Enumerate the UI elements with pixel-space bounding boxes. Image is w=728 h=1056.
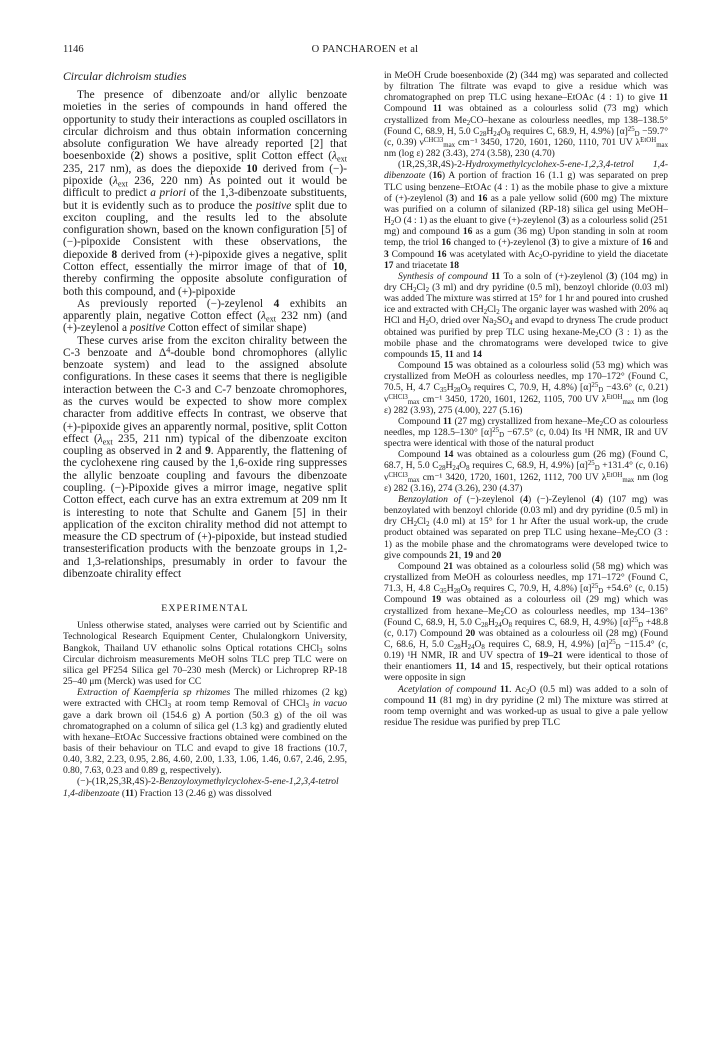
text-segment: H	[445, 460, 453, 472]
text-segment: 28	[453, 588, 461, 596]
text-segment: CHCl3	[388, 471, 408, 479]
text-segment: 8	[466, 465, 470, 473]
text-segment: EtOH	[606, 471, 623, 479]
text-segment: D	[598, 387, 604, 395]
text-segment: positive	[255, 199, 292, 212]
text-segment: ) (344 mg) was separated and collected by filtration The filtrate was evapd to give a residue which was chromatographed on prep TLC using hexane–EtOAc (4 : 1) to give	[384, 70, 668, 104]
text-segment: . Apparently, the flattening of the cyclohexene ring caused by the 1,6-oxide ring suppresses the allylic benzoate coupling and favours the dibenzoate coupling. (−)-Pipoxide gives a mirror image, negative split Cotton effect, each curve has an extra extremum at 209 nm It is interesting to note that Schulte and Ganem [5] in their application of the exciton chirality method did not attempt to measure the CD spectrum of (+)-pipoxide, but instead studied transesterification products with the benzoate groups in 1,2- and 1,3-relationships, presumably in order to favour the dibenzoate chirality effect	[63, 445, 347, 580]
text-segment: 8	[481, 643, 485, 651]
text-segment: D	[598, 588, 604, 596]
text-segment: 4	[166, 345, 171, 355]
text-segment: Synthesis of compound	[398, 270, 492, 282]
text-segment: requires C, 68.9, H, 4.9%) [α]	[512, 616, 632, 628]
text-segment: and	[473, 549, 492, 561]
text-segment: 25	[627, 125, 635, 133]
text-segment: (27 mg) crystallized from hexane–Me	[451, 415, 600, 427]
text-segment: cm⁻¹ 3420, 1720, 1601, 1262, 1112, 700 UV λ	[419, 471, 607, 483]
text-segment: , thereby confirming the opposite absolute configuration of both this compound, and (+)-pipoxide	[63, 260, 347, 298]
text-segment: 11	[500, 683, 510, 695]
experimental-paragraph	[384, 70, 668, 159]
text-segment: ) Fraction 13 (2.46 g) was dissolved	[134, 787, 272, 799]
text-segment: . Ac	[509, 683, 526, 695]
text-segment: O	[500, 125, 508, 137]
text-segment: 15	[430, 348, 440, 360]
text-segment: 2	[413, 521, 418, 529]
text-segment: 28	[453, 387, 461, 395]
text-segment: gave a dark brown oil (154.6 g) A portion (50.3 g) of the oil was chromatographed on a column of silica gel (1.3 kg) and gradiently eluted with hexane–EtOAc Successive fractions obtained were combined on the basis of their behaviour on TLC and evapd to give 18 fractions (10.7, 0.40, 3.82, 2.23, 0.95, 2.86, 4.60, 2.00, 1.33, 1.06, 1.46, 0.67, 2.46, 2.95, 0.80, 7.63, 0.23 and 0.89 g, respectively).	[63, 709, 347, 777]
text-segment: 4	[594, 493, 600, 505]
text-segment: SO	[496, 315, 510, 327]
text-segment: Compound	[398, 560, 444, 572]
text-segment: H	[487, 616, 495, 628]
text-segment: 236, 220 nm) As pointed out it would be difficult to predict	[63, 174, 347, 200]
body-paragraph	[63, 89, 347, 298]
text-segment: 20	[491, 549, 502, 561]
text-segment: -double bond chromophores (allylic benzoate system) and lead to the assigned absolute configurations. In these cases it seems that there is negligible interaction between the C-3 and C-7 benzoate chromophores, as the curves would be expected to show more complex character from additive effects In contrast, we observe that (+)-pipoxide gives an apparently normal, positive, split Cotton effect (	[63, 346, 347, 445]
text-segment: and	[181, 445, 206, 458]
text-segment: ) shows a positive, split Cotton effect (	[140, 150, 333, 163]
text-segment: H	[446, 583, 454, 595]
text-segment: O	[459, 460, 467, 472]
text-segment: (−)-(1R,2S,3R,4S)-2-	[77, 776, 160, 788]
text-segment: cm⁻¹ 3450, 1720, 1601, 1262, 1105, 700 UV λ	[419, 393, 607, 405]
text-segment: The milled rhizomes (2 kg) were extracted with CHCl	[63, 687, 347, 710]
experimental-paragraph	[384, 684, 668, 729]
text-segment: was obtained as a colourless gum (26 mg) (Found C, 68.7, H, 5.0 C	[384, 449, 668, 472]
text-segment: (	[119, 787, 126, 799]
text-segment: max	[656, 141, 668, 149]
text-segment: CO–hexane as colourless needles, mp 138–138.5° (Found C, 68.9, H, 5.0 C	[384, 114, 668, 137]
text-segment: 4	[273, 297, 280, 310]
text-segment: nm (log ε) 282 (3.43), 274 (3.58), 230 (4.70)	[384, 148, 555, 160]
text-segment: exhibits an apparently plain, negative Cotton effect (	[63, 297, 347, 323]
text-segment: ) A portion of fraction 16 (1.1 g) was separated on prep TLC using benzene–EtOAc (4 : 1) as the mobile phase to give a mixture of (+)-zeylenol (	[384, 170, 668, 204]
text-segment: ,	[458, 549, 464, 561]
text-segment: 16	[436, 248, 447, 260]
text-segment: 11	[442, 415, 452, 427]
text-segment: derived from (+)-pipoxide gives a negative, split Cotton effect, essentially the mirror image of that of	[63, 248, 347, 273]
cd-discussion	[63, 89, 347, 580]
text-segment: D	[638, 621, 644, 629]
text-segment: 8	[508, 621, 513, 629]
text-segment: O (4 : 1) as the eluant to give (+)-zeylenol (	[394, 215, 562, 227]
text-segment: 11	[444, 348, 454, 360]
text-segment: O	[474, 638, 482, 650]
text-segment: 10	[246, 162, 258, 175]
text-segment: 28	[438, 465, 446, 473]
text-segment: nm (log ε) 282 (3.16), 274 (3.26), 230 (4.37)	[384, 471, 668, 494]
experimental-paragraph	[63, 620, 347, 687]
text-segment: ext	[266, 314, 276, 324]
text-segment: was obtained as a colourless solid (58 mg) which was crystallized from MeOH as colourless needles, mp 171–172° (Found C, 71.3, H, 4.8 C	[384, 560, 668, 595]
text-segment: −59.7° (c, 0.39) ν	[384, 125, 668, 148]
text-segment: was obtained as a colourless solid (73 mg) which crystallized from Me	[384, 103, 668, 126]
text-segment: D	[499, 431, 505, 439]
text-segment: 21	[449, 549, 459, 561]
experimental-paragraph	[384, 416, 668, 449]
text-segment: 25	[591, 382, 599, 390]
text-segment: O-pyridine to yield the diacetate	[542, 248, 668, 260]
text-segment: ) (−)-Zeylenol (	[527, 493, 595, 505]
text-segment: 9	[467, 387, 471, 395]
text-segment: 2	[425, 286, 429, 294]
text-segment: 3	[319, 647, 323, 655]
text-segment: solns Circular dichroism measurements MeOH solns TLC prep TLC were on silica gel PF254 Silica gel 70–230 mesh (Merck) or Lichroprep RP-18 25–40 μm (Merck) was used for CC	[63, 642, 347, 688]
text-segment: 15	[443, 360, 454, 372]
text-segment: 35	[439, 387, 447, 395]
text-segment: requires C, 70.9, H, 4.8%) [α]	[470, 583, 592, 595]
text-segment: (4.0 ml) at 15° for 1 hr After the usual work-up, the crude product obtained was separated on prep TLC using hexane–Me	[384, 516, 668, 539]
text-segment: 2	[176, 445, 182, 458]
text-segment: (1R,2S,3R,4S)-2-	[398, 159, 466, 171]
text-segment: H	[460, 638, 468, 650]
text-segment: 2	[539, 253, 543, 261]
text-segment: 35	[439, 588, 447, 596]
text-segment: max	[622, 398, 635, 406]
text-segment: λ	[97, 432, 103, 445]
text-segment: 232 nm) (and (+)-zeylenol a	[63, 310, 347, 335]
left-column	[63, 70, 347, 1040]
text-segment: These curves arise from the exciton chirality between the C-3 benzoate and Δ	[63, 334, 347, 359]
text-segment: 3	[167, 703, 172, 711]
section-heading-circular-dichroism: Circular dichroism studies	[63, 70, 187, 83]
text-segment: split due to exciton coupling, and the results led to the absolute configuration shown, based on the known configuration [5] of (−)-pipoxide Consistent with these observations, the diepoxide	[63, 199, 347, 261]
text-segment: Cl	[487, 304, 497, 316]
experimental-paragraph	[384, 360, 668, 416]
text-segment: and	[479, 661, 502, 673]
text-segment: CO as colourless needles, mp 128.5–130° [α]	[384, 415, 668, 438]
experimental-section	[63, 620, 347, 799]
text-segment: cm⁻¹ 3450, 1720, 1601, 1260, 1110, 701 UV λ	[455, 136, 641, 148]
text-segment: λ	[112, 174, 118, 187]
text-segment: ) and	[454, 192, 478, 204]
text-segment: Compound	[398, 449, 444, 461]
experimental-continued	[384, 70, 668, 728]
text-segment: 235, 211 nm) typical of the dibenzoate exciton coupling as observed in	[63, 432, 347, 458]
text-segment: 2	[466, 119, 471, 127]
text-segment: Cotton effect of similar shape)	[165, 322, 307, 335]
text-segment: To a soln of (+)-zeylenol (	[500, 270, 610, 282]
text-segment: 3	[551, 237, 557, 249]
text-segment: −115.4° (c, 0.19) ¹H NMR, IR and UV spectra of	[384, 638, 668, 662]
text-segment: 2	[483, 309, 488, 317]
experimental-paragraph	[384, 494, 668, 561]
text-segment: and triacetate	[393, 259, 450, 271]
text-segment: As previously reported (−)-zeylenol	[77, 297, 274, 310]
text-segment: ) as a colourless solid (251 mg) and compound	[384, 215, 668, 238]
text-segment: CO (3 : 1) as the mobile phase and the chromatograms were developed twice to give compounds	[384, 326, 668, 360]
text-segment: λ	[261, 310, 266, 323]
text-segment: 9	[467, 588, 471, 596]
right-column	[384, 70, 668, 1040]
text-segment: Compound	[384, 103, 433, 115]
text-segment: requires C, 68.9, H, 4.9%) [α]	[484, 638, 609, 650]
text-segment: Hydroxymethylcyclohex-5-ene-1,2,3,4-tetrol 1,4-dibenzoate	[384, 159, 668, 182]
text-segment: Unless otherwise stated, analyses were carried out by Scientific and Technological Research Equipment Center, Chulalongkorn University, Bangkok, Thailand UV ethanolic solns Optical rotations CHCl	[63, 620, 347, 654]
text-segment: 11	[658, 92, 668, 104]
text-segment: at room temp Removal of CHCl	[171, 698, 306, 710]
text-segment: and evapd to dryness The crude product obtained was purified by prep TLC using hexane-Me	[384, 315, 668, 338]
text-segment: 9	[205, 445, 211, 458]
text-segment: positive	[129, 322, 166, 335]
text-segment: The organic layer was washed with 20% aq HCl and H	[384, 304, 668, 327]
text-segment: ) to give a mixture of	[556, 237, 642, 249]
text-segment: 2	[633, 532, 638, 540]
text-segment: 24	[493, 130, 501, 138]
text-segment: (3 ml) and dry pyridine (0.5 ml), benzoyl chloride (0.03 ml) was added The mixture was stirred at 15° for 1 hr and poured into crushed ice and extracted with CH	[384, 281, 668, 316]
experimental-paragraph	[384, 449, 668, 494]
text-segment: max	[622, 476, 635, 484]
text-segment: as a pale yellow solid (600 mg) The mixture was purified on a column of silanized (RP-18) silica gel using MeOH–H	[384, 192, 668, 227]
text-segment: 24	[494, 621, 502, 629]
running-head-authors: O PANCHAROEN et al	[311, 44, 419, 55]
text-segment: 11	[491, 270, 501, 282]
experimental-paragraph	[63, 776, 347, 798]
text-segment: 16	[462, 226, 473, 238]
text-segment: 19	[431, 594, 442, 606]
text-segment: ext	[337, 154, 347, 164]
text-segment: changed to (+)-zeylenol (	[450, 237, 552, 249]
text-segment: (−)-zeylenol (	[466, 493, 524, 505]
text-segment: was acetylated with Ac	[446, 248, 540, 260]
text-segment: −67.5° (c, 0.04) Its ¹H NMR, IR and UV spectra were identical with those of the natural product	[384, 427, 668, 450]
text-segment: Extraction of	[77, 687, 134, 699]
text-segment: 2	[425, 320, 429, 328]
text-segment: CHCl3	[423, 136, 444, 144]
text-segment: was obtained as a colourless solid (53 mg) which was crystallized from MeOH as colourless needles, mp 170–172° (Found C, 70.5, H, 4.7 C	[384, 360, 668, 394]
text-segment: O	[501, 616, 509, 628]
text-segment: as a gum (36 mg) Upon standing in soln at room temp, the triol	[384, 226, 668, 249]
text-segment: , respectively, but their optical rotations were opposite in sign	[384, 661, 668, 684]
text-segment: ,	[464, 661, 471, 673]
text-segment: The presence of dibenzoate and/or allylic benzoate moieties in the series of compounds in hand offered the opportunity to study their interactions as coupled oscillators in circular dichroism and thus obtain information concerning absolute configuration We have already reported [2] that boesenboxide (	[63, 89, 347, 163]
text-segment: a priori	[150, 187, 186, 200]
text-segment: ext	[102, 437, 113, 447]
text-segment: Compound	[388, 248, 437, 260]
text-segment: 24	[467, 643, 475, 651]
text-segment: max	[443, 141, 456, 149]
text-segment: −43.6° (c, 0.21) ν	[384, 382, 668, 405]
text-segment: 28	[479, 130, 487, 138]
text-segment: 17	[384, 259, 394, 271]
text-segment: O (0.5 ml) was added to a soln of compound	[384, 683, 668, 706]
text-segment: were identical to those of their enantiomers	[384, 650, 668, 673]
text-segment: was obtained as a colourless oil (28 mg) (Found C, 68.6, H, 5.0 C	[384, 627, 668, 650]
text-segment: max	[407, 398, 420, 406]
experimental-paragraph	[384, 561, 668, 684]
text-segment: 24	[452, 465, 460, 473]
text-segment: CO as colourless needles, mp 134–136° (Found C, 68.9, H, 5.0 C	[384, 605, 668, 628]
text-segment: and	[453, 348, 473, 360]
experimental-heading: EXPERIMENTAL	[161, 603, 249, 615]
text-segment: D	[634, 130, 640, 138]
text-segment: 4	[509, 320, 513, 328]
text-segment: requires C, 70.9, H, 4.8%) [α]	[470, 382, 592, 394]
text-segment: 2	[509, 70, 515, 81]
text-segment: 15	[501, 661, 511, 673]
text-segment: 2	[525, 688, 530, 696]
text-segment: 16	[477, 192, 488, 204]
text-segment: O	[460, 382, 468, 394]
body-paragraph	[63, 298, 347, 335]
text-segment: 2	[500, 610, 504, 618]
text-segment: 2	[134, 150, 141, 163]
text-segment: 3	[305, 703, 309, 711]
text-segment: 3	[609, 270, 615, 282]
text-segment: EtOH	[606, 393, 623, 401]
text-segment: 14	[443, 449, 454, 461]
body-paragraph	[63, 335, 347, 581]
text-segment: 18	[449, 259, 460, 271]
text-segment: 8	[507, 130, 511, 138]
text-segment: Cl	[417, 516, 427, 528]
text-segment: H	[486, 125, 494, 137]
text-segment: 25	[608, 638, 616, 646]
text-segment: O, dried over Na	[428, 315, 494, 327]
text-segment: 11	[125, 787, 135, 799]
text-segment: 2	[426, 521, 430, 529]
text-segment: 14	[472, 348, 482, 360]
text-segment: 8	[111, 248, 118, 261]
text-segment: 25	[631, 616, 639, 624]
text-segment: 21	[443, 560, 454, 572]
text-segment: requires C, 68.9, H, 4.9%) [α]	[510, 125, 628, 137]
text-segment: 25	[587, 460, 595, 468]
text-segment: +131.4° (c, 0.16) ν	[384, 460, 668, 483]
text-segment: 28	[481, 621, 488, 629]
text-segment: Benzoylation of	[398, 493, 467, 505]
text-segment: +54.6° (c, 0.15) Compound	[384, 583, 668, 606]
text-segment: Cl	[416, 281, 426, 293]
text-segment: 14	[470, 661, 480, 673]
text-segment: 3	[561, 215, 566, 227]
text-segment: and	[651, 237, 668, 249]
text-segment: 11	[432, 103, 442, 115]
text-segment: 20	[465, 627, 476, 639]
text-segment: ) (104 mg) in dry CH	[384, 270, 668, 293]
text-segment: D	[594, 465, 600, 473]
text-segment: 2	[413, 286, 417, 294]
text-segment: in vacuo	[312, 698, 347, 710]
text-segment: 2	[595, 331, 599, 339]
text-segment: +48.8 (c, 0.17) Compound	[384, 616, 668, 639]
text-segment: 3	[384, 248, 389, 260]
text-segment: 25	[591, 583, 599, 591]
text-segment: 16	[432, 170, 442, 182]
text-segment: 28	[453, 643, 461, 651]
text-segment: ,	[439, 348, 445, 360]
text-segment: 2	[493, 320, 497, 328]
text-segment: 4	[523, 493, 528, 505]
text-segment: derived from (−)-pipoxide (	[63, 162, 347, 187]
text-segment: of the 1,3-dibenzoate substituents, but it is evidently such as to produce the	[63, 187, 347, 212]
text-segment: 11	[455, 661, 465, 673]
text-segment: (81 mg) in dry pyridine (2 ml) The mixture was stirred at room temp overnight and was worked-up as usual to give a pale yellow residue The residue was purified by prep TLC	[384, 694, 668, 729]
text-segment: nm (log ε) 282 (3.93), 275 (4.00), 227 (5.16)	[384, 393, 668, 416]
text-segment: O	[460, 583, 468, 595]
text-segment: 19–21	[538, 650, 563, 662]
text-segment: requires C, 68.9, H, 4.9%) [α]	[469, 460, 588, 472]
text-segment: Kaempferia sp rhizomes	[133, 687, 231, 699]
text-segment: EtOH	[640, 136, 657, 144]
text-segment: CHCl3	[388, 393, 408, 401]
text-segment: in MeOH Crude boesenboxide (	[384, 70, 510, 81]
text-segment: 11	[427, 694, 437, 706]
running-head	[63, 44, 667, 58]
text-segment: 16	[641, 237, 652, 249]
text-segment: Acetylation of compound	[398, 683, 501, 695]
text-segment: 2	[390, 219, 395, 227]
text-segment: CO (3 : 1) as the mobile phase and the chromatograms were developed twice to give compounds	[384, 527, 668, 561]
text-segment: Benzoyloxymethylcyclohex-5-ene-1,2,3,4-tetrol 1,4-dibenzoate	[63, 776, 339, 799]
text-segment: 2	[599, 420, 604, 428]
page-number: 1146	[63, 44, 84, 55]
experimental-paragraph	[384, 159, 668, 271]
text-segment: 19	[463, 549, 474, 561]
text-segment: ) (107 mg) was benzoylated with benzoyl chloride (0.03 ml) and dry pyridine (0.5 ml) in dry CH	[384, 493, 668, 528]
text-segment: max	[407, 476, 420, 484]
text-segment: 3	[449, 192, 455, 204]
text-segment: D	[615, 643, 621, 651]
text-segment: λ	[332, 150, 338, 163]
text-segment: H	[446, 382, 454, 394]
text-segment: 2	[496, 309, 500, 317]
experimental-paragraph	[63, 687, 347, 776]
text-segment: Compound	[398, 360, 444, 372]
text-segment: ext	[117, 179, 128, 189]
text-segment: 10	[332, 260, 345, 273]
text-segment: 25	[492, 426, 500, 434]
experimental-paragraph	[384, 271, 668, 360]
text-segment: 16	[441, 237, 451, 249]
text-segment: 235, 217 nm), as does the diepoxide	[63, 162, 247, 175]
text-segment: (	[425, 170, 433, 182]
text-segment: was obtained as a colourless oil (29 mg) which was crystallized from hexane–Me	[384, 594, 668, 617]
text-segment: Compound	[398, 415, 443, 427]
